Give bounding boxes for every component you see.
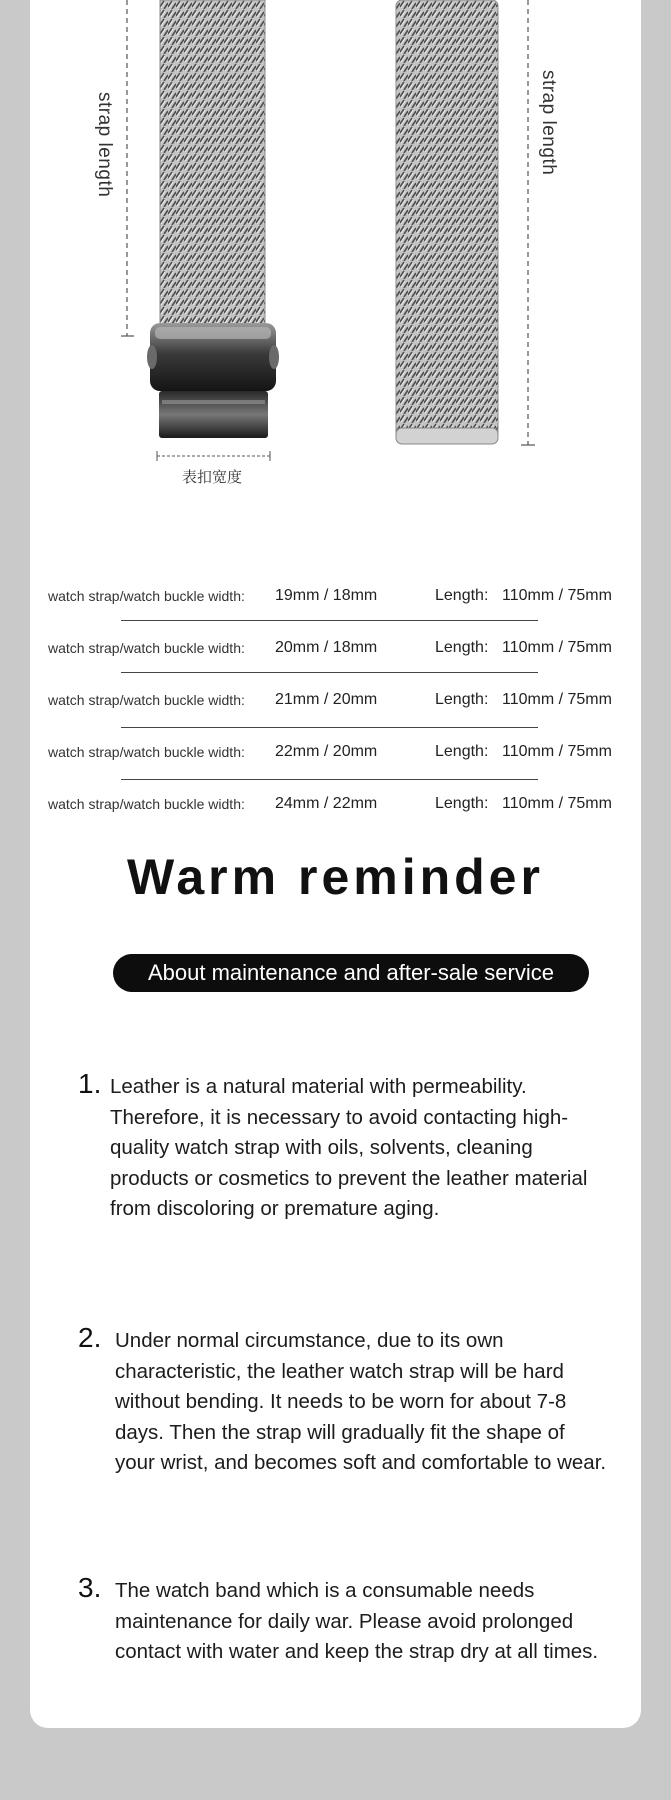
item-number: 1. [78,1068,102,1099]
length-label: Length: [435,691,489,708]
length-label: Length: [435,587,489,604]
spec-divider [121,672,538,673]
section-title: Warm reminder [127,849,544,905]
item-number: 2. [78,1322,102,1353]
item-text: Leather is a natural material with permeability. Therefore, it is necessary to avoid contacting high-quality watch strap with oils, solvents, cleaning products or cosmetics to prevent the leather material from discoloring or premature aging. [110,1075,588,1220]
item-text: Under normal circumstance, due to its own characteristic, the leather watch strap will be hard without bending. It needs to be worn for about 7-8 days. Then the strap will gradually fit the shape of your wrist, and becomes soft and comfortable to wear. [115,1329,607,1474]
length-value: 110mm / 75mm [502,795,612,812]
right-strap-length-label: strap length [538,70,559,176]
spec-divider [121,779,538,780]
width-label: watch strap/watch buckle width: [48,588,245,604]
length-value: 110mm / 75mm [502,587,612,604]
item-text: The watch band which is a consumable needs maintenance for daily war. Please avoid prolonged contact with water and keep the strap dry at all times. [115,1579,599,1663]
left-strap-length-label: strap length [94,92,115,198]
item-number: 3. [78,1572,102,1603]
subtitle-pill: About maintenance and after-sale service [113,954,589,992]
length-value: 110mm / 75mm [502,743,612,760]
length-value: 110mm / 75mm [502,691,612,708]
width-label: watch strap/watch buckle width: [48,796,245,812]
length-label: Length: [435,743,489,760]
length-value: 110mm / 75mm [502,639,612,656]
mesh-strap-drawing [0,0,671,500]
width-label: watch strap/watch buckle width: [48,744,245,760]
right-strap-mesh [396,0,498,440]
width-label: watch strap/watch buckle width: [48,640,245,656]
spec-row [0,738,671,768]
spec-row [0,634,671,664]
strap-illustration [0,0,671,500]
length-label: Length: [435,795,489,812]
spec-divider [121,620,538,621]
clasp [159,391,268,438]
spec-row [0,582,671,612]
length-label: Length: [435,639,489,656]
width-value: 24mm / 22mm [275,795,378,812]
spec-divider [121,727,538,728]
width-value: 22mm / 20mm [275,743,378,760]
width-value: 19mm / 18mm [275,587,378,604]
spec-row [0,686,671,716]
left-strap-mesh [160,0,265,326]
width-value: 20mm / 18mm [275,639,378,656]
width-value: 21mm / 20mm [275,691,378,708]
buckle-width-label: 表扣宽度 [182,468,243,486]
spec-row [0,790,671,820]
width-label: watch strap/watch buckle width: [48,692,245,708]
